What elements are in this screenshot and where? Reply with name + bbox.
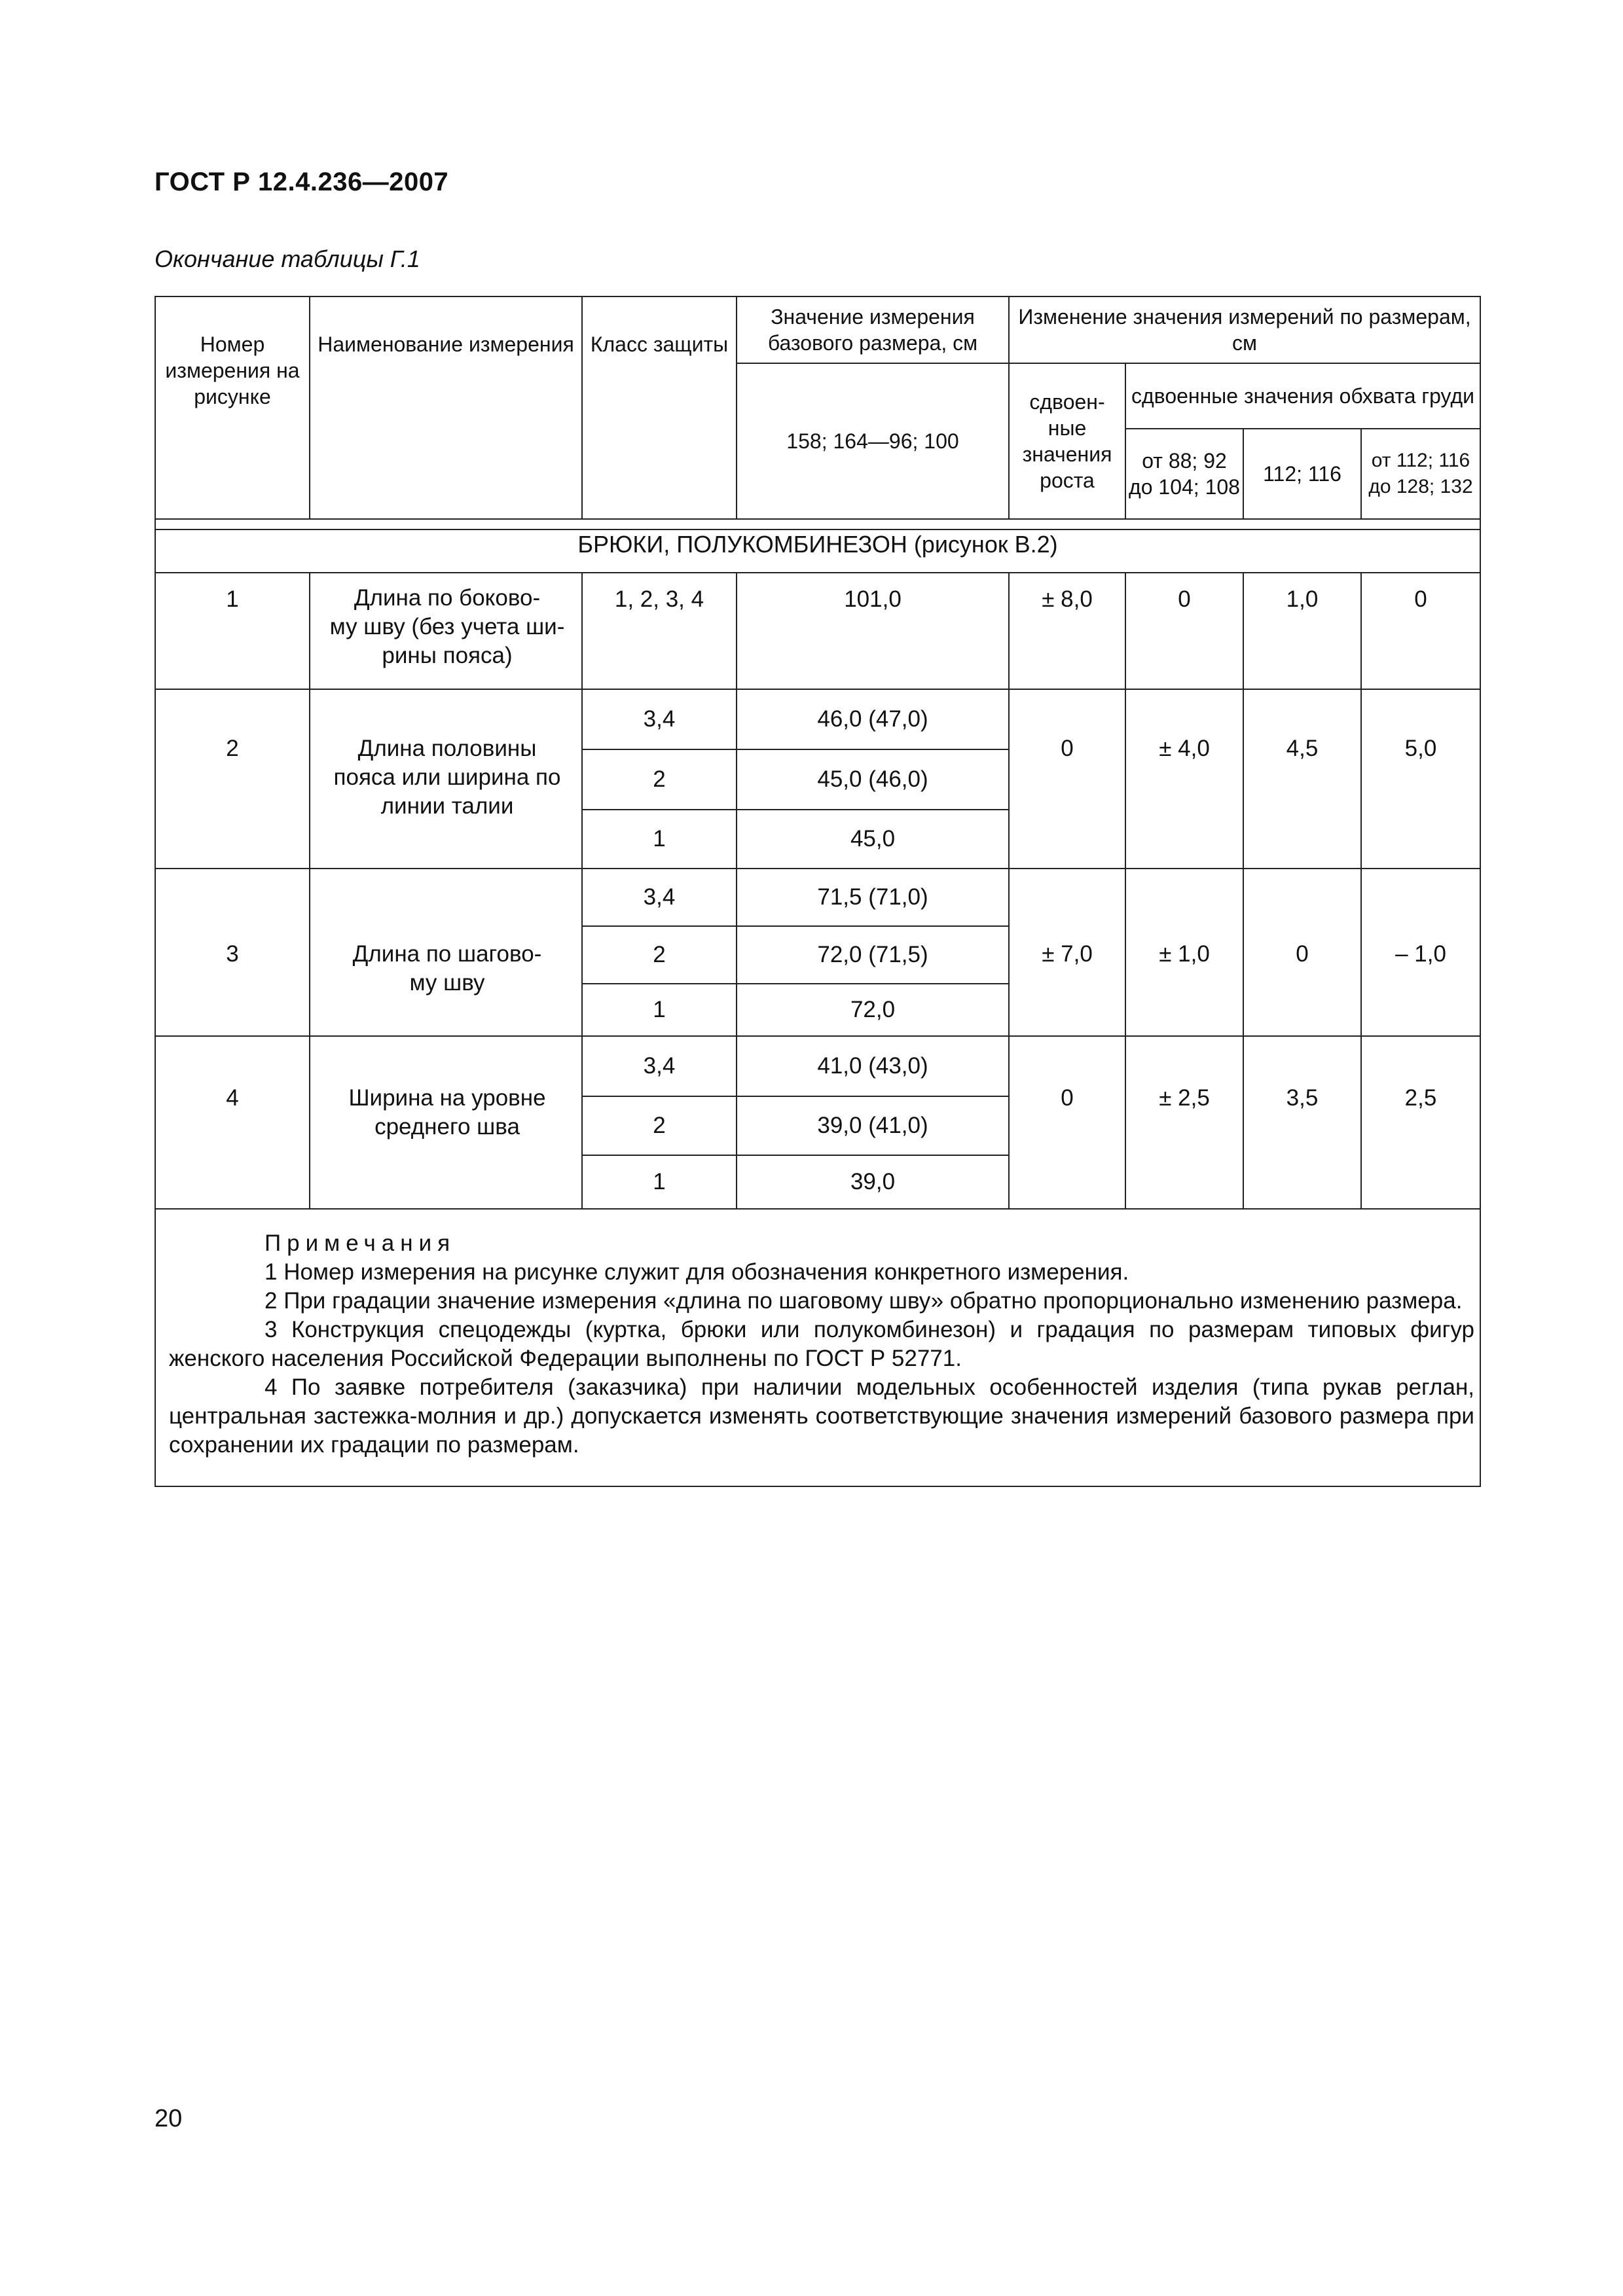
row-num: 2 [155, 689, 310, 869]
header-chest-range-2: 112; 116 [1243, 429, 1361, 519]
row-chest-1: 0 [1125, 573, 1243, 689]
row-height: ± 8,0 [1009, 573, 1125, 689]
note-item: 3 Конструкция спецодежды (куртка, брюки или полукомбинезон) и градация по размерам типовых фигур женского населения Российской Федерации выполнены по ГОСТ Р 52771. [169, 1317, 1474, 1371]
table-caption: Окончание таблицы Г.1 [155, 245, 420, 272]
row-name: Длина половины пояса или ширина по линии талии [310, 689, 582, 869]
table-row [155, 573, 1480, 689]
row-class: 3,4 [582, 869, 737, 926]
row-chest-3: 2,5 [1361, 1036, 1480, 1209]
notes-block [155, 1209, 1480, 1486]
table-row [155, 689, 1480, 749]
row-num: 3 [155, 869, 310, 1036]
document-id: ГОСТ Р 12.4.236—2007 [155, 168, 449, 196]
row-chest-1: ± 2,5 [1125, 1036, 1243, 1209]
measurements-table [155, 296, 1481, 1487]
row-num: 4 [155, 1036, 310, 1209]
row-base: 71,5 (71,0) [737, 869, 1009, 926]
row-name: Длина по боково- му шву (без учета ши- рины пояса) [310, 573, 582, 689]
header-chest: сдвоенные значения обхвата груди [1125, 363, 1480, 429]
row-class: 2 [582, 749, 737, 810]
note-item: 1 Номер измерения на рисунке служит для обозначения конкретного измерения. [264, 1259, 1129, 1285]
header-base-value: Значение измерения базового размера, см [737, 296, 1009, 363]
row-name: Длина по шагово- му шву [310, 869, 582, 1036]
row-height: 0 [1009, 1036, 1125, 1209]
row-base: 39,0 [737, 1155, 1009, 1209]
row-chest-2: 1,0 [1243, 573, 1361, 689]
row-name: Ширина на уровне среднего шва [310, 1036, 582, 1209]
note-item: 4 По заявке потребителя (заказчика) при наличии модельных особенностей изделия (типа рукав реглан, центральная застежка-молния и др.) допускается изменять соответствующие значения измерений базового размера при сохранении их градации по размерам. [169, 1374, 1474, 1458]
table-row [155, 869, 1480, 926]
row-chest-1: ± 4,0 [1125, 689, 1243, 869]
page-number: 20 [155, 2105, 183, 2132]
header-class: Класс защиты [582, 296, 737, 519]
row-base: 101,0 [737, 573, 1009, 689]
row-class: 1 [582, 810, 737, 869]
row-chest-3: 5,0 [1361, 689, 1480, 869]
row-height: 0 [1009, 689, 1125, 869]
row-chest-2: 0 [1243, 869, 1361, 1036]
row-base: 45,0 [737, 810, 1009, 869]
header-change: Изменение значения измерений по размерам, см [1009, 296, 1480, 363]
row-chest-3: – 1,0 [1361, 869, 1480, 1036]
row-class: 2 [582, 1096, 737, 1155]
row-base: 45,0 (46,0) [737, 749, 1009, 810]
row-class: 3,4 [582, 1036, 737, 1096]
header-num: Номер измерения на рисунке [155, 296, 310, 519]
measurements-table-wrap [155, 296, 1480, 1487]
row-chest-1: ± 1,0 [1125, 869, 1243, 1036]
row-num: 1 [155, 573, 310, 689]
row-base: 72,0 (71,5) [737, 926, 1009, 984]
row-class: 2 [582, 926, 737, 984]
header-separator [155, 519, 1480, 529]
header-name: Наименование измерения [310, 296, 582, 519]
note-item: 2 При градации значение измерения «длина по шаговому шву» обратно пропорционально изменению размера. [264, 1288, 1463, 1314]
row-class: 3,4 [582, 689, 737, 749]
row-class: 1, 2, 3, 4 [582, 573, 737, 689]
header-chest-range-1: от 88; 92 до 104; 108 [1125, 429, 1243, 519]
row-base: 39,0 (41,0) [737, 1096, 1009, 1155]
row-base: 72,0 [737, 984, 1009, 1036]
row-base: 46,0 (47,0) [737, 689, 1009, 749]
notes-title: Примечания [264, 1230, 456, 1256]
header-height: сдвоен-ные значения роста [1009, 363, 1125, 519]
row-chest-2: 4,5 [1243, 689, 1361, 869]
row-chest-3: 0 [1361, 573, 1480, 689]
row-base: 41,0 (43,0) [737, 1036, 1009, 1096]
header-base-sizes: 158; 164—96; 100 [737, 363, 1009, 519]
header-chest-range-3: от 112; 116 до 128; 132 [1361, 429, 1480, 519]
table-row [155, 1036, 1480, 1096]
row-class: 1 [582, 984, 737, 1036]
section-title: БРЮКИ, ПОЛУКОМБИНЕЗОН (рисунок В.2) [155, 529, 1480, 573]
row-chest-2: 3,5 [1243, 1036, 1361, 1209]
row-class: 1 [582, 1155, 737, 1209]
row-height: ± 7,0 [1009, 869, 1125, 1036]
